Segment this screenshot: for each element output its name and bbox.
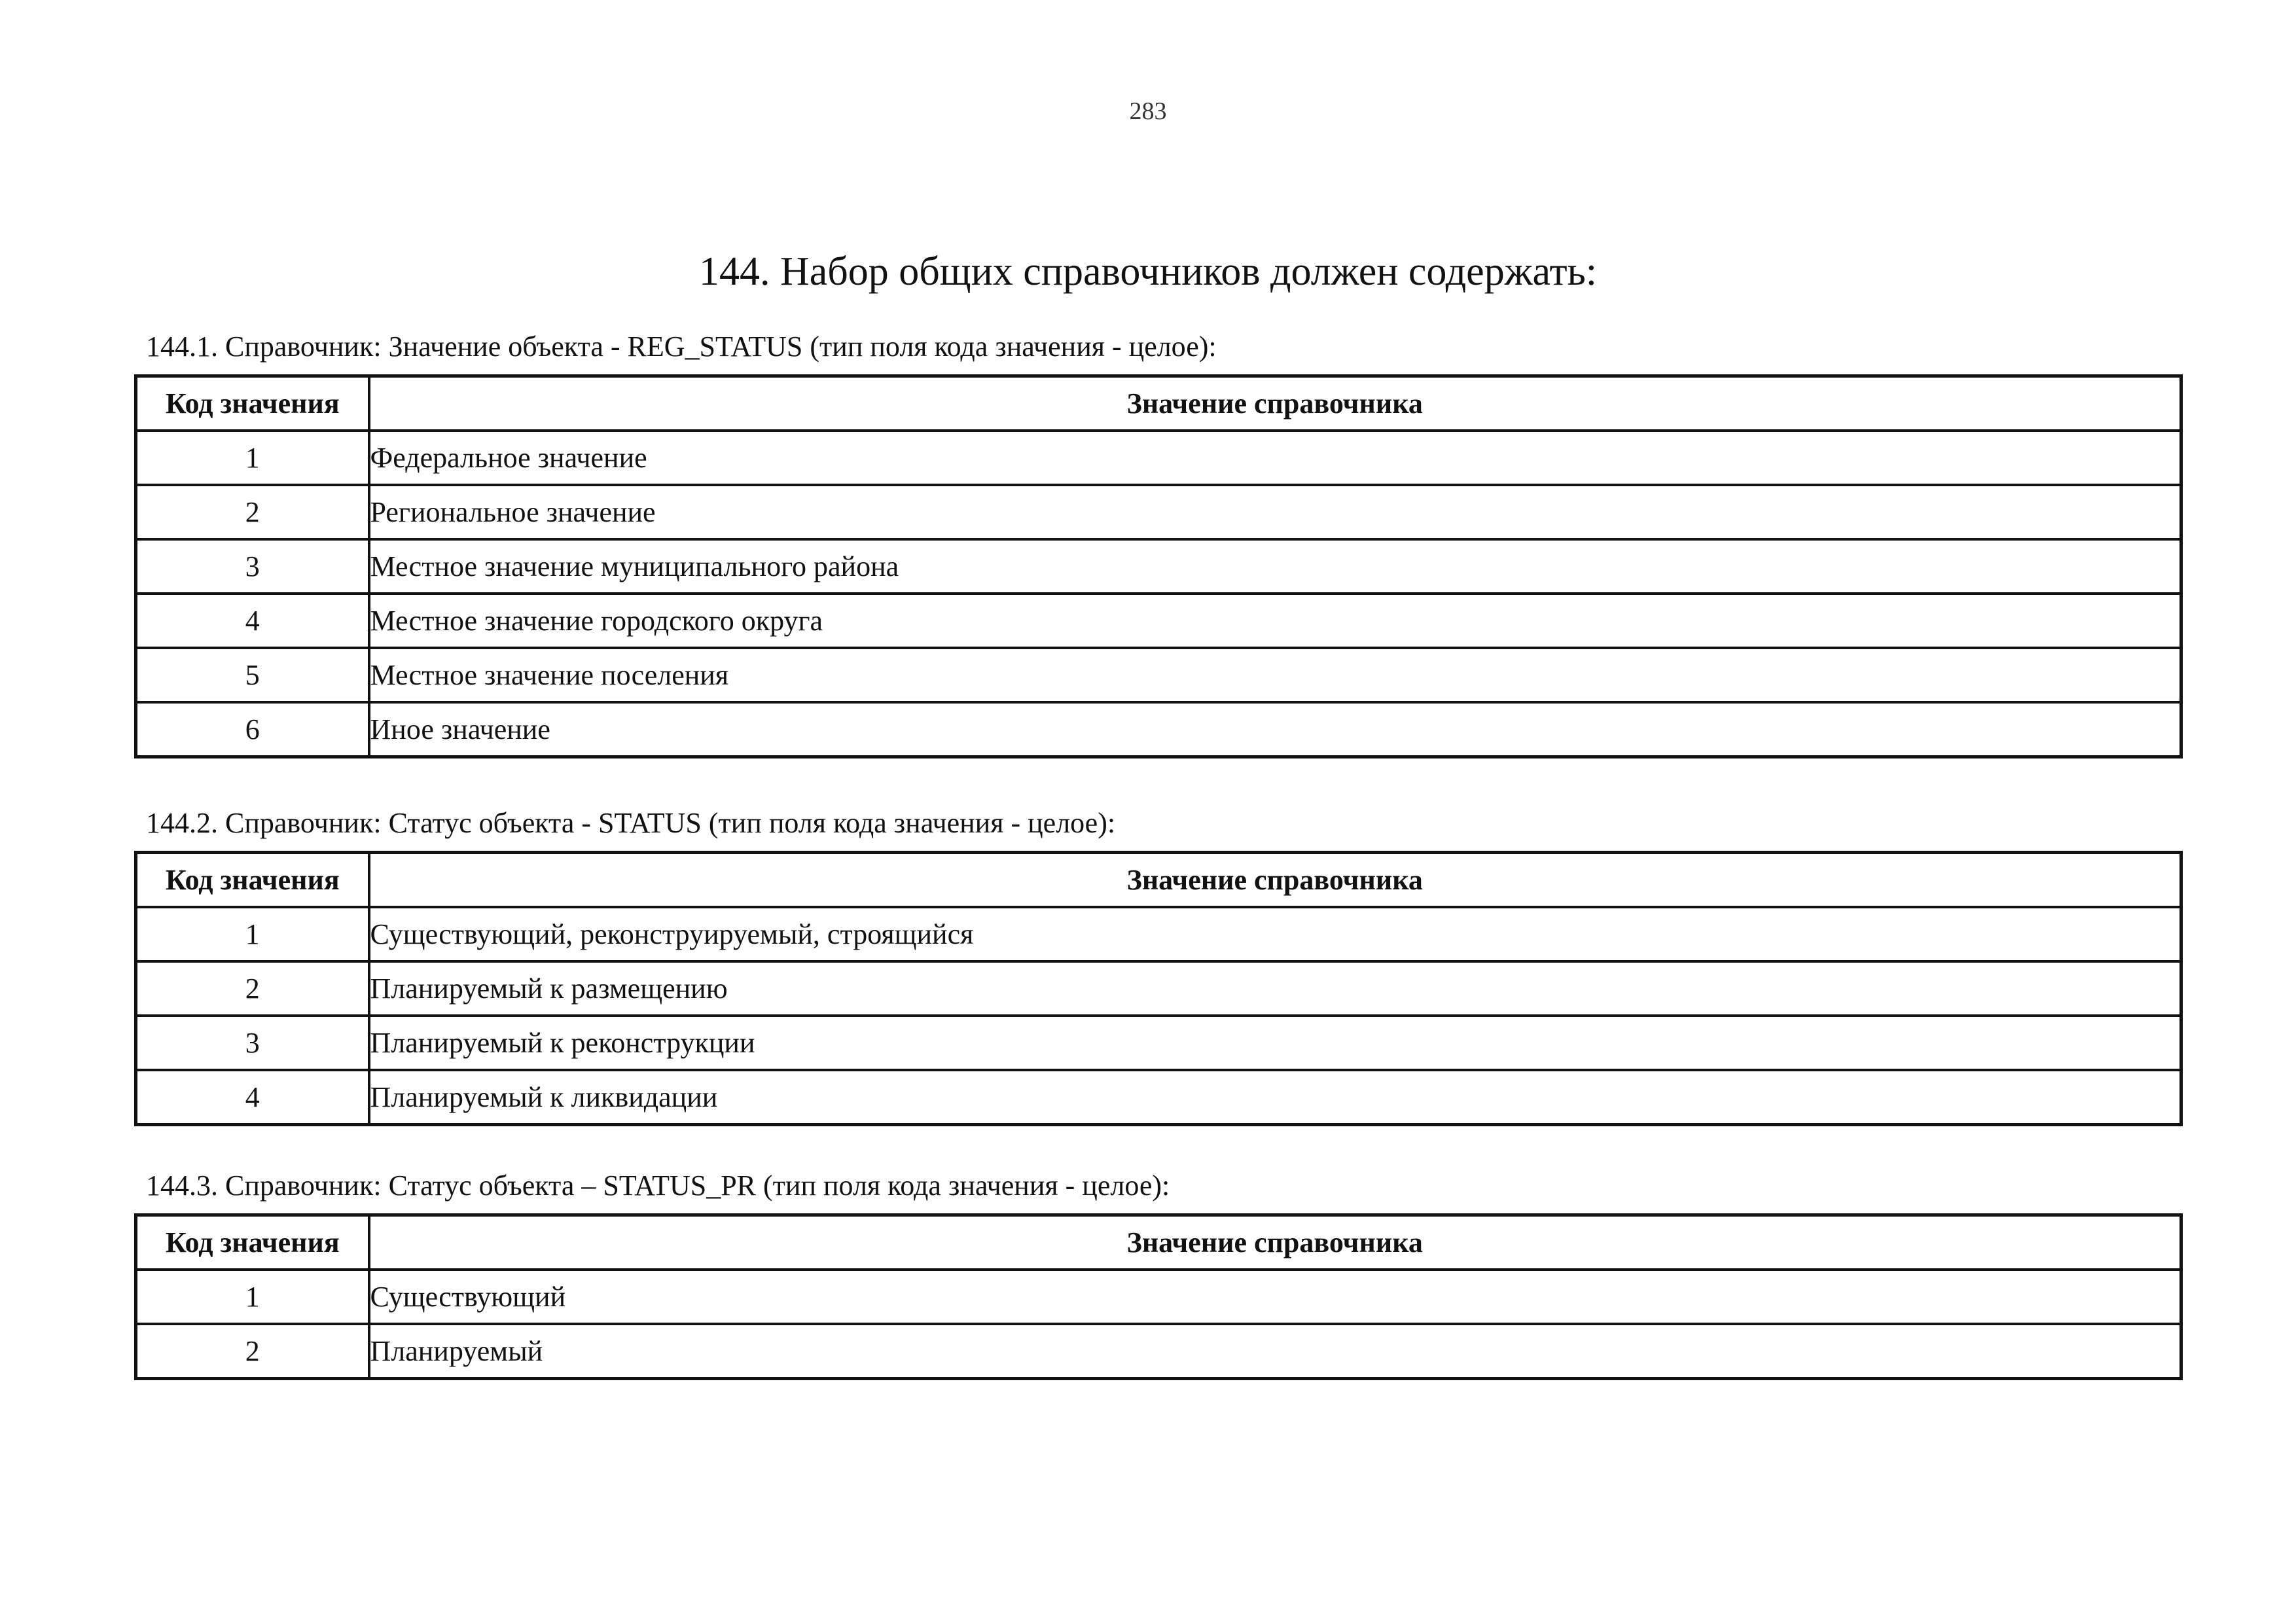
reference-table — [134, 1213, 2183, 1380]
reference-table — [134, 374, 2183, 758]
reference-section-status-pr — [134, 1171, 2183, 1380]
value-cell: Планируемый к ликвидации — [369, 1070, 2181, 1125]
table-row — [136, 1270, 2181, 1324]
column-header-value: Значение справочника — [369, 376, 2181, 431]
table-header-row — [136, 376, 2181, 431]
section-caption: 144.3. Справочник: Статус объекта – STATUS_PR (тип поля кода значения - целое): — [146, 1169, 1170, 1202]
reference-table — [134, 851, 2183, 1126]
table-row — [136, 431, 2181, 485]
table-row — [136, 1324, 2181, 1379]
value-cell: Региональное значение — [369, 485, 2181, 539]
value-cell: Иное значение — [369, 702, 2181, 757]
column-header-value: Значение справочника — [369, 1215, 2181, 1270]
table-row — [136, 702, 2181, 757]
code-cell: 4 — [136, 594, 369, 648]
column-header-code: Код значения — [136, 853, 369, 908]
page-number: 283 — [1129, 98, 1167, 125]
value-cell: Планируемый к реконструкции — [369, 1016, 2181, 1070]
table-row — [136, 485, 2181, 539]
code-cell: 6 — [136, 702, 369, 757]
table-row — [136, 961, 2181, 1016]
code-cell: 2 — [136, 485, 369, 539]
value-cell: Планируемый к размещению — [369, 961, 2181, 1016]
table-row — [136, 648, 2181, 702]
table-row — [136, 1016, 2181, 1070]
table-header-row — [136, 1215, 2181, 1270]
column-header-code: Код значения — [136, 376, 369, 431]
code-cell: 3 — [136, 539, 369, 594]
table-row — [136, 1070, 2181, 1125]
section-caption: 144.2. Справочник: Статус объекта - STATUS (тип поля кода значения - целое): — [146, 807, 1116, 839]
code-cell: 1 — [136, 1270, 369, 1324]
column-header-code: Код значения — [136, 1215, 369, 1270]
code-cell: 2 — [136, 1324, 369, 1379]
code-cell: 2 — [136, 961, 369, 1016]
table-row — [136, 539, 2181, 594]
value-cell: Местное значение поселения — [369, 648, 2181, 702]
value-cell: Существующий — [369, 1270, 2181, 1324]
reference-section-reg-status — [134, 332, 2183, 758]
table-row — [136, 907, 2181, 961]
value-cell: Планируемый — [369, 1324, 2181, 1379]
section-caption: 144.1. Справочник: Значение объекта - REG_STATUS (тип поля кода значения - целое): — [146, 330, 1217, 363]
value-cell: Местное значение муниципального района — [369, 539, 2181, 594]
table-header-row — [136, 853, 2181, 908]
value-cell: Местное значение городского округа — [369, 594, 2181, 648]
code-cell: 5 — [136, 648, 369, 702]
code-cell: 3 — [136, 1016, 369, 1070]
table-row — [136, 594, 2181, 648]
code-cell: 1 — [136, 907, 369, 961]
value-cell: Федеральное значение — [369, 431, 2181, 485]
column-header-value: Значение справочника — [369, 853, 2181, 908]
value-cell: Существующий, реконструируемый, строящийся — [369, 907, 2181, 961]
code-cell: 1 — [136, 431, 369, 485]
page-title: 144. Набор общих справочников должен содержать: — [698, 249, 1598, 294]
code-cell: 4 — [136, 1070, 369, 1125]
reference-section-status — [134, 809, 2183, 1126]
